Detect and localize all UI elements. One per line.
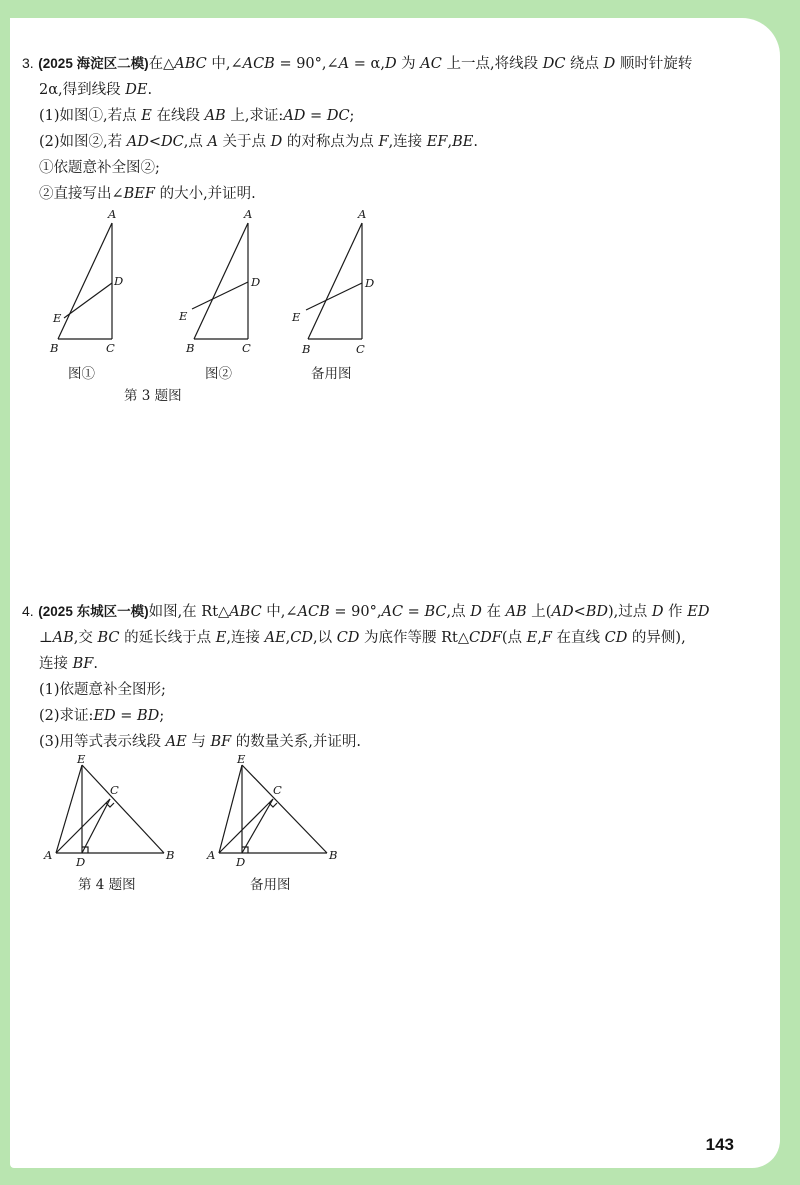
q4-text: 的延长线于点 [119, 630, 216, 646]
label-d: D [114, 274, 124, 288]
right-angle-mark-c [106, 803, 114, 807]
q3-text: ABC [174, 56, 207, 72]
q3-text: BE [452, 134, 474, 150]
q3-figure-1 [48, 205, 138, 355]
q3-text: 的对称点为点 [282, 134, 379, 150]
label-d: D [251, 275, 261, 289]
q3-text: = [305, 108, 327, 124]
q4-text: D [470, 604, 482, 620]
q4-text: D [651, 604, 664, 620]
q3-text: ,连接 [388, 134, 427, 150]
label-a: A [244, 207, 253, 221]
q3-text: DC [542, 56, 566, 72]
q4-text: AC [381, 604, 404, 620]
q4-text: ED [93, 708, 116, 724]
q3-spare-figure [288, 205, 388, 355]
q4-spare-figure [205, 752, 345, 870]
q3-part-2-sub-2 [22, 181, 757, 207]
q3-part-2 [22, 129, 757, 155]
q4-number: 4. [22, 603, 34, 619]
segment-ae [219, 765, 242, 853]
q3-fig1-caption: 图① [68, 366, 95, 382]
q3-stem-line-2 [22, 77, 757, 103]
q3-source: (2025 海淀区二模) [38, 56, 149, 71]
segment-eb [82, 765, 164, 853]
q4-text: F [541, 630, 552, 646]
q3-text: AD<DC [126, 134, 184, 150]
q4-text: BF [72, 656, 94, 672]
q4-text: 在 [481, 604, 506, 620]
segment-de [306, 283, 362, 310]
q4-text: BF [210, 734, 232, 750]
q4-text: CD [604, 630, 628, 646]
q4-stem-line-2 [22, 625, 757, 651]
q3-text: D [603, 56, 616, 72]
q4-stem-line-3 [22, 651, 757, 677]
label-c: C [106, 341, 115, 355]
q4-text: AE [165, 734, 187, 750]
q4-text: AD<BD [551, 604, 609, 620]
q4-text: 中,∠ [261, 604, 298, 620]
q3-text: , [447, 134, 453, 150]
q4-text: ,点 [446, 604, 471, 620]
q4-text: AE [264, 630, 286, 646]
q3-text: E [141, 108, 152, 124]
q3-text: AB [204, 108, 226, 124]
label-e: E [292, 310, 301, 324]
q4-text: 的异侧), [627, 630, 686, 646]
q3-figure-2 [178, 205, 268, 355]
q4-text: = 90°, [329, 604, 382, 620]
label-a: A [207, 848, 216, 862]
q4-text: 作 [663, 604, 688, 620]
q4-text: BC [97, 630, 120, 646]
label-b: B [50, 341, 59, 355]
q3-text: AD [283, 108, 306, 124]
q4-text: . [93, 656, 98, 672]
q3-text: = 90°,∠ [274, 56, 339, 72]
q4-text: = [115, 708, 138, 724]
label-d: D [76, 855, 86, 869]
q4-text: ),过点 [608, 604, 652, 620]
q4-text: CDF [469, 630, 502, 646]
q3-text: ACB [242, 56, 275, 72]
q4-text: 的数量关系,并证明. [231, 734, 361, 750]
question-4 [22, 598, 757, 755]
q3-text: . [147, 82, 153, 98]
label-b: B [166, 848, 175, 862]
label-d: D [236, 855, 246, 869]
q3-text: 绕点 [565, 56, 604, 72]
q4-text: ⊥ [39, 630, 53, 646]
q3-text: (2)如图②,若 [39, 134, 127, 150]
q4-text: AB [52, 630, 74, 646]
q4-text: BC [424, 604, 447, 620]
q4-text: (2)求证: [39, 708, 94, 724]
q3-text: AC [420, 56, 442, 72]
label-e: E [77, 752, 86, 766]
q4-text: E [215, 630, 227, 646]
q3-part-2-sub-1: ①依题意补全图②; [39, 160, 160, 176]
q3-number: 3. [22, 55, 34, 71]
q3-text: = α, [349, 56, 385, 72]
q4-part-1: (1)依题意补全图形; [39, 682, 166, 698]
q4-text: , [285, 630, 291, 646]
label-c: C [110, 783, 119, 797]
q3-text: D [384, 56, 397, 72]
label-b: B [186, 341, 195, 355]
q4-text: CD [290, 630, 313, 646]
segment-ab [308, 223, 362, 339]
label-b: B [329, 848, 338, 862]
page-number: 143 [705, 1135, 734, 1154]
q4-text: ,以 [312, 630, 337, 646]
q4-text: ,交 [73, 630, 98, 646]
segment-de [64, 283, 112, 318]
q4-source: (2025 东城区一模) [38, 604, 149, 619]
q4-text: CD [336, 630, 360, 646]
q3-text: BEF [123, 186, 155, 202]
label-b: B [302, 342, 311, 356]
q3-text: DE [125, 82, 148, 98]
q3-text: 在线段 [151, 108, 205, 124]
label-d: D [365, 276, 375, 290]
q4-text: (3)用等式表示线段 [39, 734, 166, 750]
right-angle-mark-c [269, 803, 277, 807]
q3-text: A [207, 134, 218, 150]
segment-eb [242, 765, 327, 853]
q3-stem-line-1 [22, 50, 757, 77]
q3-text: F [378, 134, 389, 150]
q4-text: (点 [501, 630, 527, 646]
q4-part-3 [22, 729, 757, 755]
q4-text: BD [137, 708, 160, 724]
q4-text: 如图,在 Rt△ [148, 604, 230, 620]
q3-text: EF [426, 134, 448, 150]
q4-text: , [537, 630, 542, 646]
q4-text: 与 [186, 734, 211, 750]
label-c: C [273, 783, 282, 797]
q3-text: 为 [396, 56, 421, 72]
q3-fig2-caption: 图② [205, 366, 232, 382]
q4-text: 在直线 [551, 630, 605, 646]
segment-ab [194, 223, 248, 339]
q3-figure-title: 第 3 题图 [124, 388, 182, 404]
q3-text: A [338, 56, 350, 72]
segment-ab [58, 223, 112, 339]
label-a: A [44, 848, 53, 862]
q4-text: 为底作等腰 Rt△ [359, 630, 470, 646]
q4-stem-line-1 [22, 598, 757, 625]
q3-part-1 [22, 103, 757, 129]
label-c: C [242, 341, 251, 355]
q3-text: DC [326, 108, 350, 124]
q4-figure-caption: 第 4 题图 [78, 877, 136, 893]
label-e: E [179, 309, 188, 323]
q3-text: 中,∠ [206, 56, 243, 72]
q3-text: 关于点 [217, 134, 271, 150]
q4-text: ,连接 [226, 630, 265, 646]
q4-text: AB [505, 604, 527, 620]
label-e: E [237, 752, 246, 766]
q4-spare-caption: 备用图 [250, 877, 291, 893]
q3-text: 在△ [148, 56, 175, 72]
q3-text: ,点 [183, 134, 208, 150]
question-3 [22, 50, 757, 207]
q3-text: ; [349, 108, 355, 124]
q3-text: 的大小,并证明. [154, 186, 256, 202]
q3-text: D [270, 134, 283, 150]
q3-text: 2α,得到线段 [39, 82, 126, 98]
q4-part-2 [22, 703, 757, 729]
q4-text: 上( [526, 604, 552, 620]
label-a: A [358, 207, 367, 221]
q4-text: ED [687, 604, 710, 620]
q4-text: ; [159, 708, 165, 724]
label-a: A [108, 207, 117, 221]
q3-text: ②直接写出∠ [39, 186, 124, 202]
q4-figure [40, 752, 180, 870]
q4-text: E [526, 630, 538, 646]
q3-text: 顺时针旋转 [615, 56, 693, 72]
q4-text: ACB [297, 604, 330, 620]
q3-text: (1)如图①,若点 [39, 108, 142, 124]
label-c: C [356, 342, 365, 356]
segment-de [192, 282, 248, 309]
q3-text: 上一点,将线段 [441, 56, 543, 72]
q4-text: 连接 [39, 656, 73, 672]
q3-spare-caption: 备用图 [311, 366, 352, 382]
label-e: E [53, 311, 62, 325]
q4-text: ABC [229, 604, 262, 620]
segment-cd [82, 799, 110, 853]
q4-text: = [403, 604, 425, 620]
q3-text: . [473, 134, 478, 150]
q3-text: 上,求证: [225, 108, 284, 124]
